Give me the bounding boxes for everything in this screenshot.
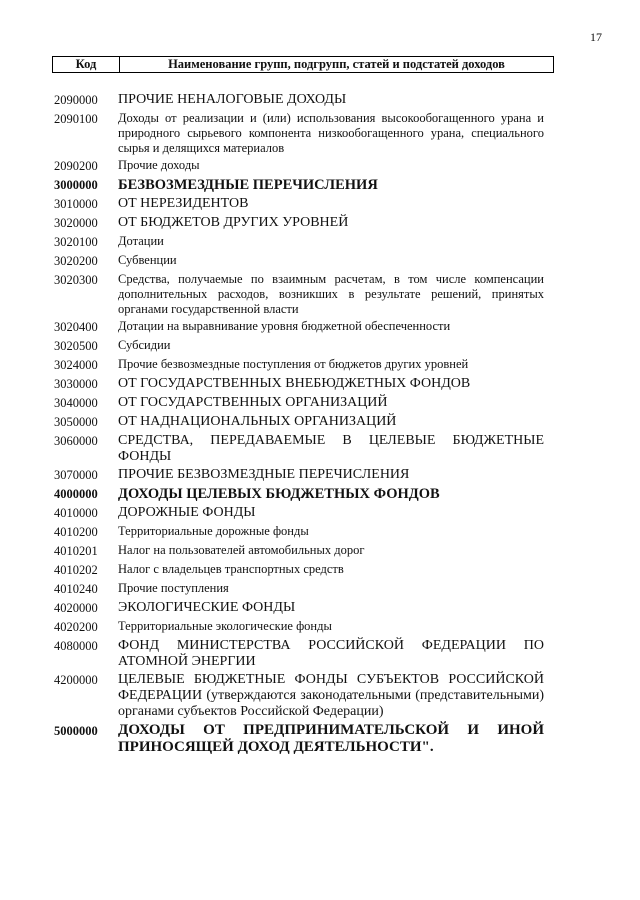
row-text: Средства, получаемые по взаимным расчетам, в том числе компенсации дополнительных расходов, возникших в результате решений, принятых органами государственной власти	[118, 272, 544, 316]
table-row	[54, 196, 544, 213]
row-code: 3000000	[54, 178, 98, 192]
table-row	[54, 414, 544, 431]
table-row	[54, 92, 544, 109]
table-row	[54, 543, 544, 560]
table-row	[54, 357, 544, 374]
table-row	[54, 272, 544, 317]
row-text: ДОХОДЫ ЦЕЛЕВЫХ БЮДЖЕТНЫХ ФОНДОВ	[118, 486, 440, 502]
row-text: ФОНД МИНИСТЕРСТВА РОССИЙСКОЙ ФЕДЕРАЦИИ ПО АТОМНОЙ ЭНЕРГИИ	[118, 638, 544, 669]
row-text: СРЕДСТВА, ПЕРЕДАВАЕМЫЕ В ЦЕЛЕВЫЕ БЮДЖЕТНЫЕ ФОНДЫ	[118, 433, 544, 464]
table-row	[54, 524, 544, 541]
table-row	[54, 158, 544, 175]
row-code: 3070000	[54, 468, 98, 482]
table-row	[54, 619, 544, 636]
table-row	[54, 638, 544, 670]
income-classification-list	[54, 92, 544, 758]
table-row	[54, 600, 544, 617]
table-row	[54, 672, 544, 720]
table-row	[54, 253, 544, 270]
row-text: Налог с владельцев транспортных средств	[118, 562, 344, 576]
row-code: 3020000	[54, 216, 98, 230]
row-text: ОТ БЮДЖЕТОВ ДРУГИХ УРОВНЕЙ	[118, 215, 349, 230]
row-text: ДОХОДЫ ОТ ПРЕДПРИНИМАТЕЛЬСКОЙ И ИНОЙ ПРИНОСЯЩЕЙ ДОХОД ДЕЯТЕЛЬНОСТИ".	[118, 722, 544, 755]
page-number: 17	[590, 30, 602, 44]
table-row	[54, 215, 544, 232]
row-code: 3030000	[54, 377, 98, 391]
table-row	[54, 486, 544, 503]
row-code: 2090100	[54, 112, 98, 126]
table-row	[54, 376, 544, 393]
row-text: Территориальные экологические фонды	[118, 619, 332, 633]
row-code: 3050000	[54, 415, 98, 429]
row-text: ОТ ГОСУДАРСТВЕННЫХ ВНЕБЮДЖЕТНЫХ ФОНДОВ	[118, 376, 471, 391]
table-row	[54, 338, 544, 355]
row-text: ОТ НАДНАЦИОНАЛЬНЫХ ОРГАНИЗАЦИЙ	[118, 414, 397, 429]
table-row	[54, 433, 544, 465]
table-row	[54, 505, 544, 522]
table-row	[54, 562, 544, 579]
row-code: 3020100	[54, 235, 98, 249]
table-row	[54, 581, 544, 598]
row-text: ОТ НЕРЕЗИДЕНТОВ	[118, 196, 249, 211]
row-code: 4080000	[54, 639, 98, 653]
row-text: Прочие безвозмездные поступления от бюджетов других уровней	[118, 357, 469, 371]
row-code: 4010200	[54, 525, 98, 539]
row-code: 2090000	[54, 93, 98, 107]
row-code: 3060000	[54, 434, 98, 448]
row-code: 2090200	[54, 159, 98, 173]
row-text: ДОРОЖНЫЕ ФОНДЫ	[118, 505, 256, 520]
row-code: 3040000	[54, 396, 98, 410]
row-code: 4000000	[54, 487, 98, 501]
name-column-header: Наименование групп, подгрупп, статей и подстатей доходов	[168, 57, 505, 71]
row-code: 4010201	[54, 544, 98, 558]
table-row	[54, 234, 544, 251]
row-code: 4010240	[54, 582, 98, 596]
row-code: 4020000	[54, 601, 98, 615]
row-code: 4010202	[54, 563, 98, 577]
row-text: Субвенции	[118, 253, 177, 267]
row-text: Прочие доходы	[118, 158, 200, 172]
row-code: 5000000	[54, 724, 98, 738]
table-row	[54, 395, 544, 412]
row-text: Прочие поступления	[118, 581, 229, 595]
row-code: 4200000	[54, 673, 98, 687]
row-text: Доходы от реализации и (или) использования высокообогащенного урана и природного сырьевого компонента низкообогащенного урана, специального сырья и делящихся материалов	[118, 111, 544, 155]
row-text: Субсидии	[118, 338, 171, 352]
row-text: Налог на пользователей автомобильных дорог	[118, 543, 365, 557]
table-row	[54, 722, 544, 756]
row-text: ОТ ГОСУДАРСТВЕННЫХ ОРГАНИЗАЦИЙ	[118, 395, 388, 410]
table-row	[54, 111, 544, 156]
row-text: ЦЕЛЕВЫЕ БЮДЖЕТНЫЕ ФОНДЫ СУБЪЕКТОВ РОССИЙСКОЙ ФЕДЕРАЦИИ (утверждаются законодательными (представительными) органами субъектов Российской Федерации)	[118, 672, 544, 719]
table-header	[52, 56, 554, 73]
row-code: 3020200	[54, 254, 98, 268]
code-column-header: Код	[53, 57, 120, 72]
row-code: 3024000	[54, 358, 98, 372]
row-code: 3020400	[54, 320, 98, 334]
row-text: Дотации	[118, 234, 164, 248]
row-text: ПРОЧИЕ БЕЗВОЗМЕЗДНЫЕ ПЕРЕЧИСЛЕНИЯ	[118, 467, 410, 482]
row-text: Дотации на выравнивание уровня бюджетной обеспеченности	[118, 319, 451, 333]
row-text: ЭКОЛОГИЧЕСКИЕ ФОНДЫ	[118, 600, 296, 615]
row-code: 3010000	[54, 197, 98, 211]
row-code: 3020300	[54, 273, 98, 287]
row-code: 4020200	[54, 620, 98, 634]
table-row	[54, 467, 544, 484]
table-row	[54, 319, 544, 336]
row-text: Территориальные дорожные фонды	[118, 524, 309, 538]
row-text: ПРОЧИЕ НЕНАЛОГОВЫЕ ДОХОДЫ	[118, 92, 347, 107]
row-code: 4010000	[54, 506, 98, 520]
row-text: БЕЗВОЗМЕЗДНЫЕ ПЕРЕЧИСЛЕНИЯ	[118, 177, 378, 193]
row-code: 3020500	[54, 339, 98, 353]
table-row	[54, 177, 544, 194]
